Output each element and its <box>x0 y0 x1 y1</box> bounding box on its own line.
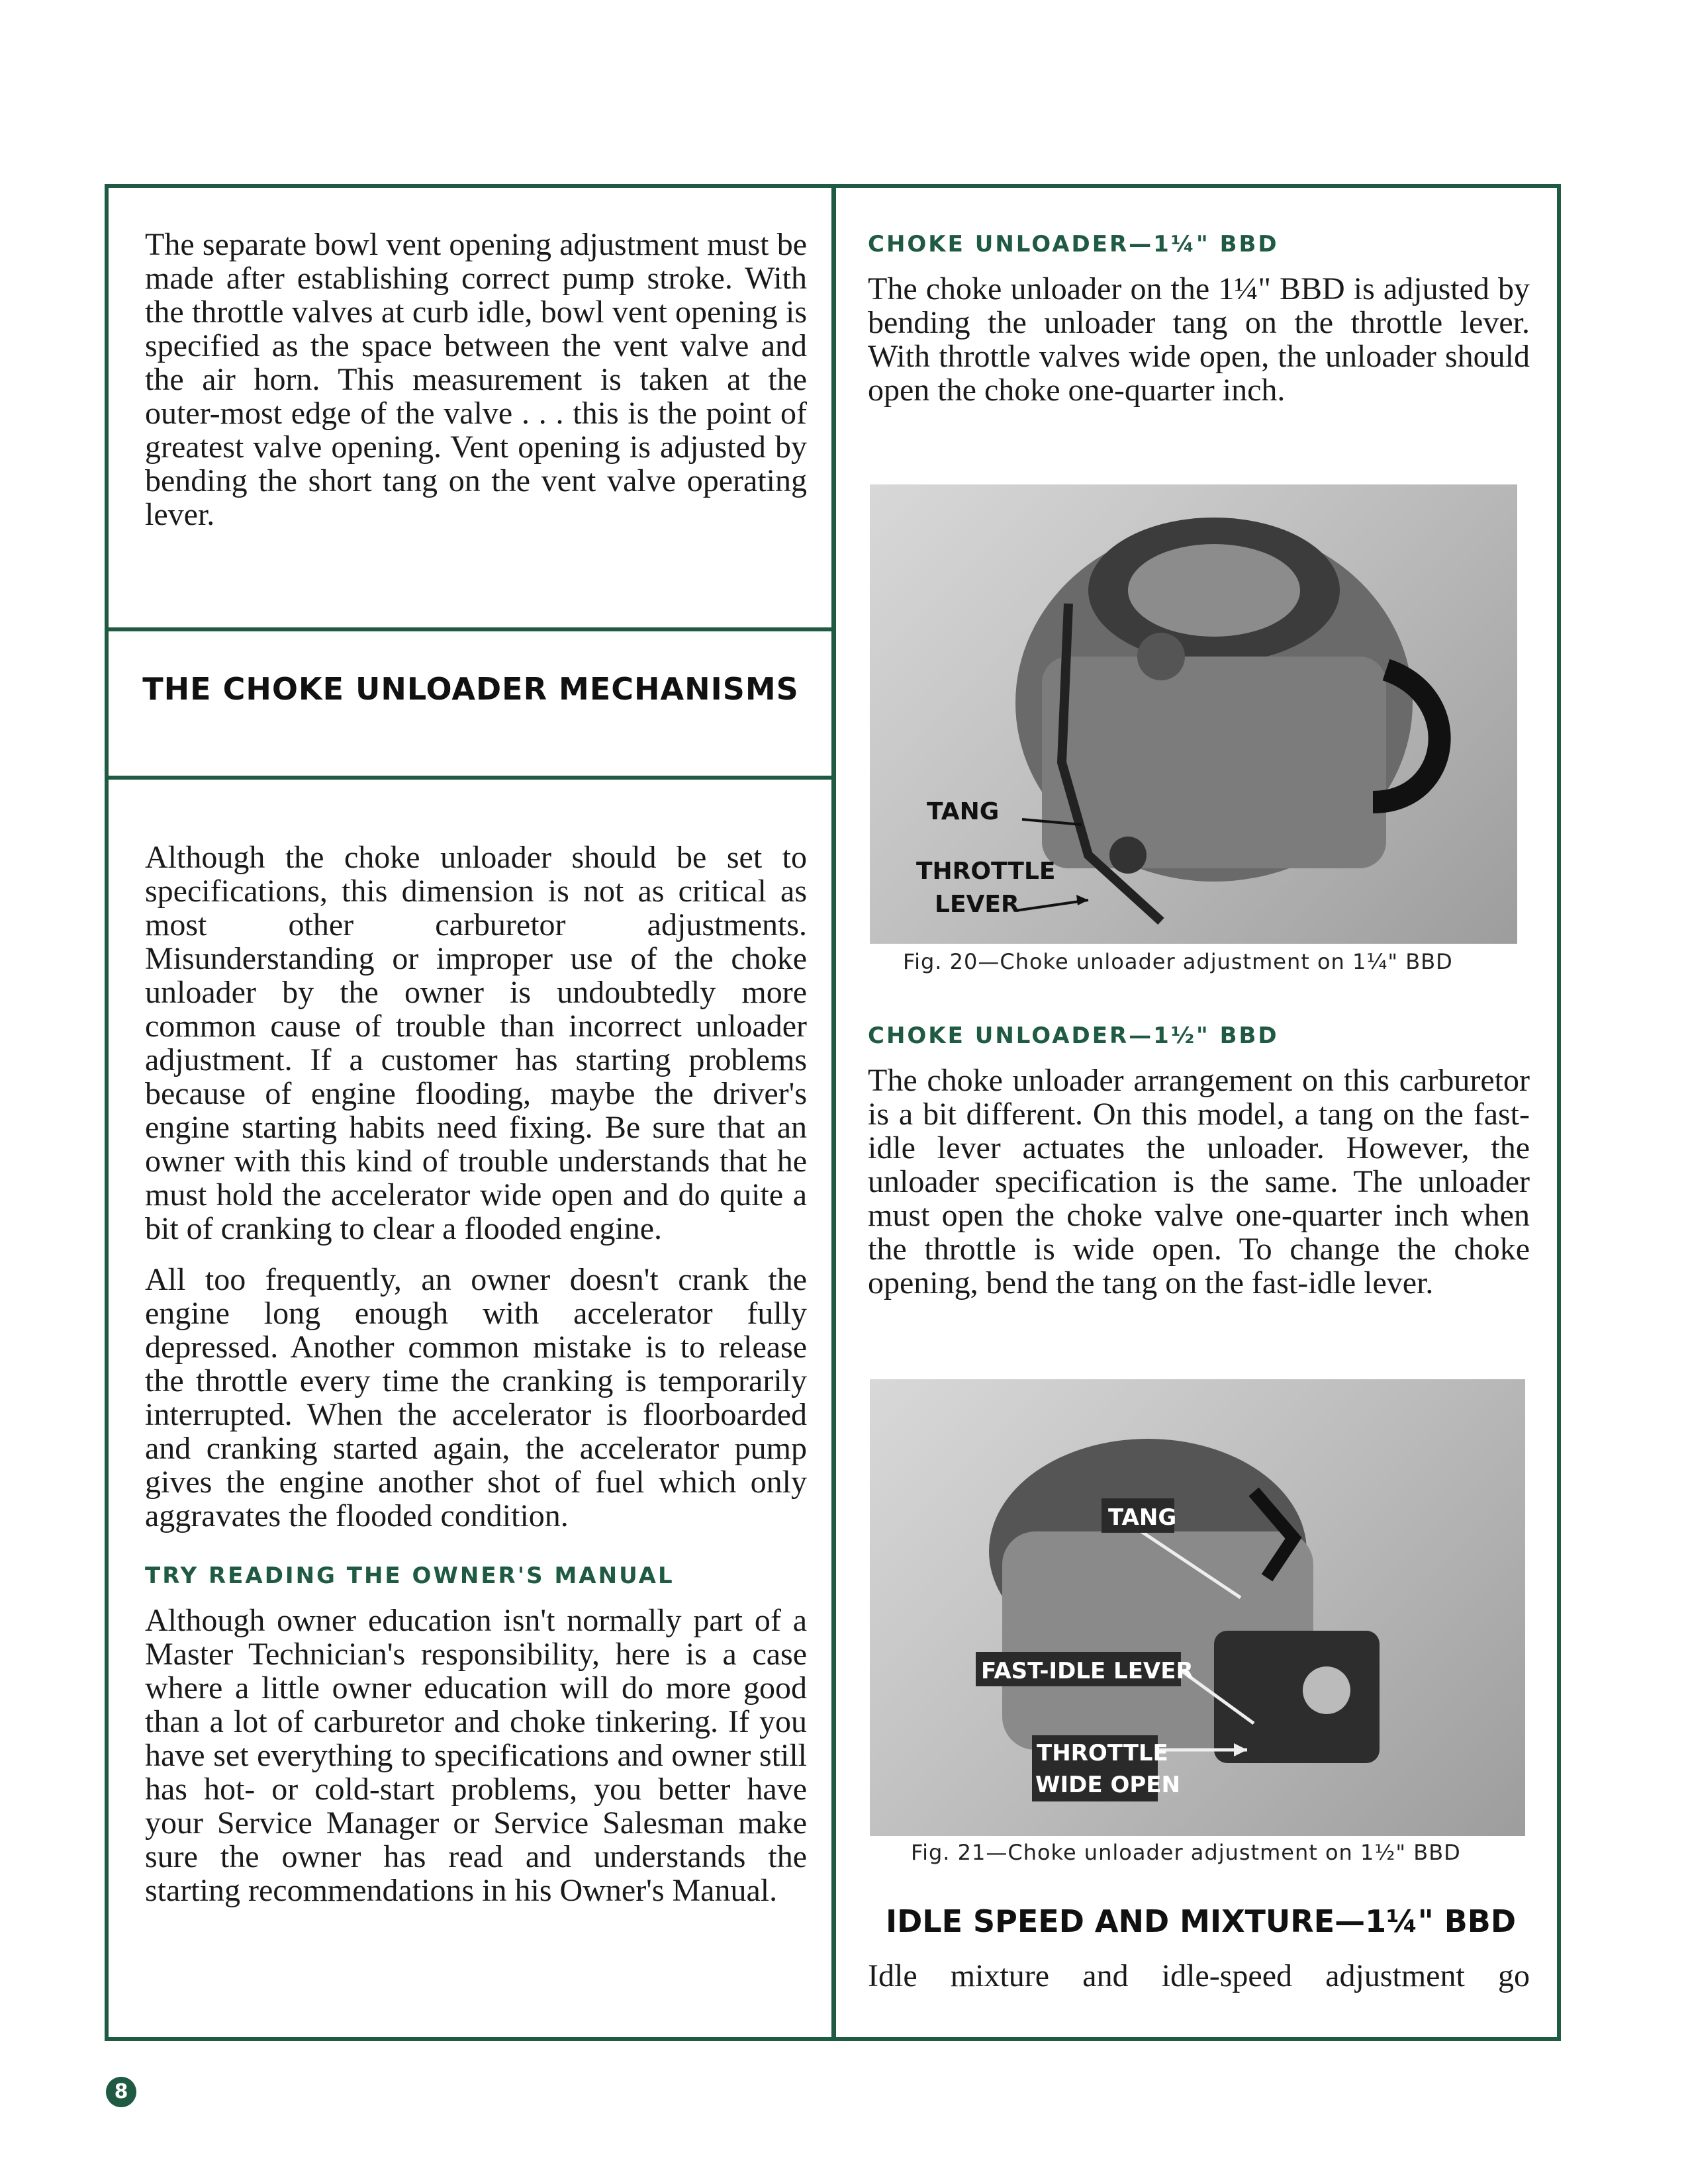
fig21-label-wide-open: WIDE OPEN <box>1035 1772 1180 1798</box>
fig21-label-fast-idle: FAST-IDLE LEVER <box>981 1658 1194 1684</box>
right-middle <box>868 1019 1530 1317</box>
subhead-unloader-1-4: CHOKE UNLOADER—1¼" BBD <box>868 231 1279 257</box>
intro-paragraph: The separate bowl vent opening adjustment must be made after establishing correct pump stroke. With the throttle valves at curb idle, bowl vent opening is specified as the space between the vent valve and the air horn. This measurement is taken at the outer-most edge of the valve . . . this is the point of greatest valve opening. Vent opening is adjusted by bending the short tang on the vent valve operating lever. <box>145 227 807 532</box>
subhead-owners-manual: TRY READING THE OWNER'S MANUAL <box>145 1563 675 1589</box>
fig21-label-throttle: THROTTLE <box>1037 1740 1168 1766</box>
body-paragraph-3: Although owner education isn't normally part of a Master Technician's responsibility, here is a case where a little owner education will do more good than a lot of carburetor and choke tinkering. If you have set everything to specifications and owner still has hot- or cold-start problems, you better have your Service Manager or Service Salesman make sure the owner has read and understands the starting recommendations in his Owner's Manual. <box>145 1603 807 1908</box>
right-bottom <box>868 1959 1530 2010</box>
fig20-caption: Fig. 20—Choke unloader adjustment on 1¼" BBD <box>903 949 1453 974</box>
right-top <box>868 228 1530 424</box>
fig20-label-throttle: THROTTLE <box>916 858 1056 885</box>
right-paragraph-3: Idle mixture and idle-speed adjustment go <box>868 1958 1530 1993</box>
body-paragraph-1: Although the choke unloader should be set to specifications, this dimension is not as critical as most other carburetor adjustments. Misunderstanding or improper use of the choke unloader by the owner is undoubtedly more common cause of trouble than incorrect unloader adjustment. If a customer has starting problems because of engine flooding, maybe the driver's engine starting habits need fixing. Be sure that an owner with this kind of trouble understands that he must hold the accelerator wide open and do quite a bit of cranking to clear a flooded engine. <box>145 840 807 1246</box>
fig20-photo <box>870 484 1517 944</box>
right-paragraph-2: The choke unloader arrangement on this carburetor is a bit different. On this model, a tang on the fast-idle lever actuates the unloader. However, the unloader specification is the same. The unloader must open the choke valve one-quarter inch when the throttle is wide open. To change the choke opening, bend the tang on the fast-idle lever. <box>868 1063 1530 1300</box>
fig20-label-lever: LEVER <box>935 891 1019 918</box>
section-title: THE CHOKE UNLOADER MECHANISMS <box>142 671 799 707</box>
subhead-unloader-1-2: CHOKE UNLOADER—1½" BBD <box>868 1023 1279 1049</box>
heading-idle-speed: IDLE SPEED AND MIXTURE—1¼" BBD <box>885 1903 1517 1939</box>
section-divider-top <box>109 627 833 631</box>
body-paragraph-2: All too frequently, an owner doesn't crank the engine long enough with accelerator fully depressed. Another common mistake is to release the throttle every time the cranking is temporarily interrupted. When the accelerator is floorboarded and cranking started again, the accelerator pump gives the engine another shot of fuel which only aggravates the flooded condition. <box>145 1262 807 1533</box>
page-frame <box>105 184 1561 2041</box>
fig20-label-tang: TANG <box>927 798 1000 825</box>
fig21-label-tang: TANG <box>1108 1504 1177 1531</box>
left-body <box>145 841 807 1925</box>
section-divider-bottom <box>109 776 833 780</box>
right-paragraph-1: The choke unloader on the 1¼" BBD is adjusted by bending the unloader tang on the throttle lever. With throttle valves wide open, the unloader should open the choke one-quarter inch. <box>868 271 1530 408</box>
fig21-caption: Fig. 21—Choke unloader adjustment on 1½" BBD <box>911 1840 1461 1865</box>
page-number-badge: 8 <box>106 2077 136 2107</box>
column-divider <box>831 188 836 2037</box>
left-intro <box>145 228 807 549</box>
fig21-photo <box>870 1379 1525 1836</box>
